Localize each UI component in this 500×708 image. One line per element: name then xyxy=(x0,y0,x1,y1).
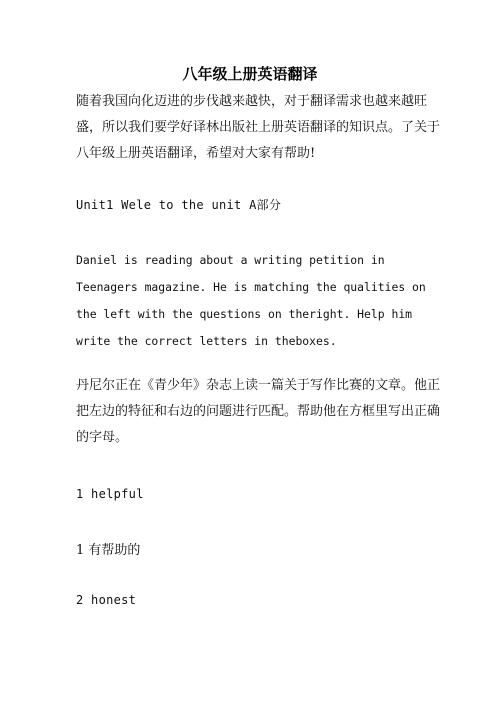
chinese-paragraph: 丹尼尔正在《青少年》杂志上读一篇关于写作比赛的文章。他正把左边的特征和右边的问题进行匹配。帮助他在方框里写出正确的字母。 xyxy=(76,378,441,445)
list-item: 1 helpful xyxy=(76,487,144,501)
list-item: 1 有帮助的 xyxy=(76,543,141,558)
english-paragraph: Daniel is reading about a writing petition in Teenagers magazine. He is matching the qualities on the left with the questions on theright. Help him write the correct letters in theboxes. xyxy=(76,253,426,348)
document-title: 八年级上册英语翻译 xyxy=(182,65,318,83)
unit-heading: Unit1 Wele to the unit A部分 xyxy=(76,198,282,212)
list-item: 2 honest xyxy=(76,593,137,607)
intro-paragraph: 随着我国向化迈进的步伐越来越快，对于翻译需求也越来越旺盛，所以我们要学好译林出版社上册英语翻译的知识点。了关于八年级上册英语翻译，希望对大家有帮助! xyxy=(76,94,441,161)
